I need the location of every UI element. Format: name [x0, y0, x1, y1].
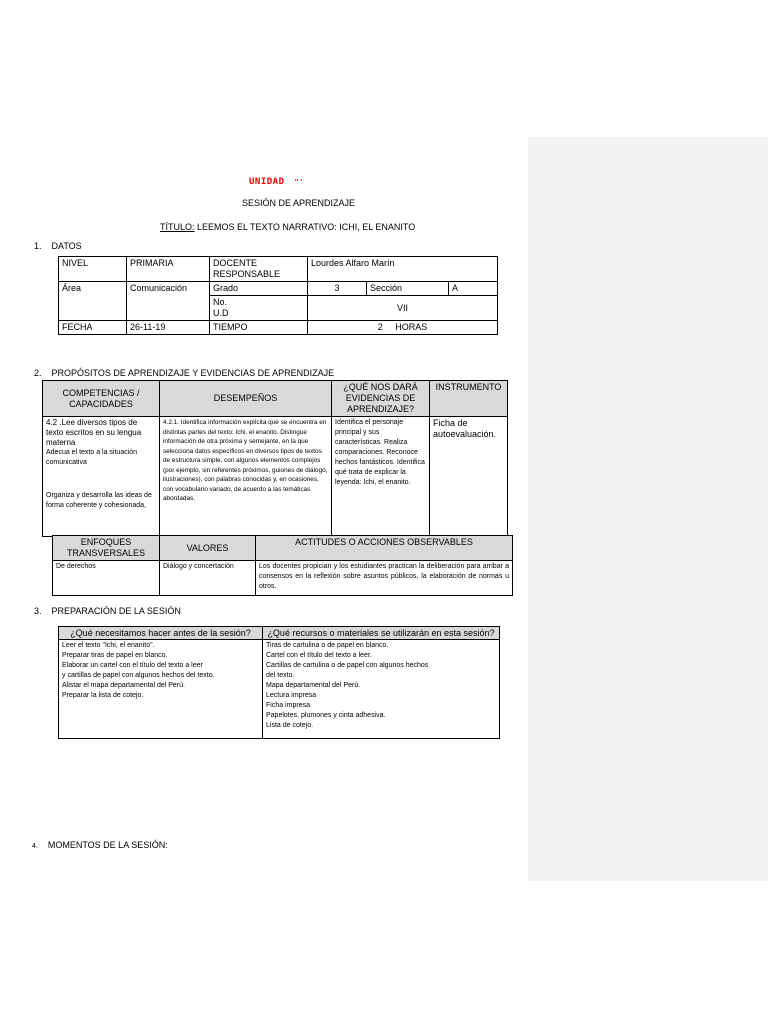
capacidad-1: Adecua el texto a la situación comunicativa	[46, 449, 138, 466]
recursos-item: Ficha impresa	[266, 702, 310, 709]
desempenos-cell	[160, 417, 332, 537]
recursos-item: Mapa departamental del Perú.	[266, 682, 361, 689]
fecha-value: 26-11-19	[127, 321, 210, 335]
datos-table	[58, 256, 498, 335]
col-competencias: COMPETENCIAS / CAPACIDADES	[43, 381, 160, 417]
evidencias-cell	[332, 417, 430, 537]
section-4-number: 4.	[32, 843, 38, 850]
col-evidencias: ¿QUÉ NOS DARÁ EVIDENCIAS DE APRENDIZAJE?	[332, 381, 430, 417]
antes-item: Elaborar un cartel con el título del texto a leer	[62, 662, 203, 669]
evidencia-text: Identifica el personaje principal y sus características. Realiza comparaciones. Reconoce hechos fantásticos. Identifica qué trata de explicar la leyenda: Ichi, el enanito.	[335, 419, 425, 486]
nivel-label: NIVEL	[59, 257, 127, 282]
section-4-text: MOMENTOS DE LA SESIÓN:	[47, 840, 168, 850]
section-4-heading	[32, 840, 168, 852]
grado-label: Grado	[210, 282, 308, 296]
recursos-item: Papelotes, plumones y cinta adhesiva.	[266, 712, 386, 719]
lesson-title	[160, 222, 415, 233]
area-value: Comunicación	[127, 282, 210, 321]
recursos-item: Cartel con el título del texto a leer.	[266, 652, 372, 659]
competencia-text: 4.2 .Lee diversos tipos de texto escritos en su lengua materna	[46, 418, 142, 447]
section-1-heading: 1. DATOS	[34, 241, 82, 251]
instrumento-cell	[430, 417, 508, 537]
no-label: No.	[213, 297, 228, 307]
grado-value: 3	[308, 282, 367, 296]
preparacion-table	[58, 626, 500, 739]
antes-cell	[59, 640, 263, 739]
instrumento-text: Ficha de autoevaluación.	[433, 418, 497, 439]
antes-item: Alistar el mapa departamental del Perú.	[62, 682, 185, 689]
propositos-table	[42, 380, 508, 537]
antes-item: Preparar tiras de papel en blanco.	[62, 652, 168, 659]
recursos-item: Tiras de cartulina o de papel en blanco.	[266, 642, 389, 649]
actitudes-value: Los docentes propician y los estudiantes practican la deliberación para arribar a consensos en la reflexión sobre asuntos públicos, la elaboración de normas u otros.	[256, 561, 513, 596]
docente-label: DOCENTE RESPONSABLE	[210, 257, 308, 282]
section-2-heading: 2. PROPÓSITOS DE APRENDIZAJE Y EVIDENCIAS DE APRENDIZAJE	[34, 368, 335, 378]
section-3-heading: 3. PREPARACIÓN DE LA SESIÓN	[34, 606, 181, 616]
title-label: TÍTULO:	[160, 222, 195, 232]
col-valores: VALORES	[160, 536, 256, 561]
col-desempenos: DESEMPEÑOS	[160, 381, 332, 417]
unidad-mark: "'	[294, 178, 304, 186]
tiempo-value: 2 HORAS	[308, 321, 498, 335]
docente-value: Lourdes Alfaro Marín	[308, 257, 498, 282]
valores-value: Diálogo y concertación	[160, 561, 256, 596]
nivel-value: PRIMARIA	[127, 257, 210, 282]
col-enfoques: ENFOQUES TRANSVERSALES	[53, 536, 160, 561]
ud-value: VII	[308, 296, 498, 321]
col-actitudes: ACTITUDES O ACCIONES OBSERVABLES	[256, 536, 513, 561]
unidad-label: UNIDAD	[249, 177, 285, 187]
recursos-item: Lectura impresa	[266, 692, 317, 699]
competencias-cell	[43, 417, 160, 537]
seccion-label: Sección	[367, 282, 449, 296]
col-instrumento: INSTRUMENTO	[430, 381, 508, 417]
antes-item: y cartillas de papel con algunos hechos del texto.	[62, 672, 215, 679]
recursos-item: Lista de cotejo.	[266, 722, 314, 729]
col-antes: ¿Qué necesitamos hacer antes de la sesión?	[59, 627, 263, 640]
ud-label: U.D	[213, 308, 229, 318]
antes-item: Leer el texto "Ichi, el enanito".	[62, 642, 155, 649]
recursos-cell	[263, 640, 500, 739]
tiempo-label: TIEMPO	[210, 321, 308, 335]
fecha-label: FECHA	[59, 321, 127, 335]
session-title: SESIÓN DE APRENDIZAJE	[242, 198, 356, 208]
capacidad-2: Organiza y desarrolla las ideas de forma coherente y cohesionada,	[46, 492, 152, 509]
recursos-item: del texto.	[266, 672, 295, 679]
recursos-item: Cartillas de cartulina o de papel con algunos hechos	[266, 662, 429, 669]
col-recursos: ¿Qué recursos o materiales se utilizarán en esta sesión?	[263, 627, 500, 640]
enfoque-value: De derechos	[53, 561, 160, 596]
ud-label-cell	[210, 296, 308, 321]
desempeno-text: 4.2.1. Identifica información explícita que se encuentra en distintas partes del texto: Ichi, el enanito. Distingue información de otra próxima y semejante, en la que selecciona datos específicos en diversos tipos de textos de estructura simple, con algunos elementos complejos (por ejemplo, sin referentes próximos, guiones de diálogo, ilustraciones), con palabras conocidas y, en ocasiones, con vocabulario variado, de acuerdo a las temáticas abordadas.	[163, 419, 328, 502]
unidad-heading	[249, 177, 304, 188]
title-text: LEEMOS EL TEXTO NARRATIVO: ICHI, EL ENANITO	[194, 222, 416, 232]
enfoques-table	[52, 535, 513, 596]
area-label: Área	[59, 282, 127, 321]
comment-pane	[528, 137, 768, 881]
seccion-value: A	[449, 282, 498, 296]
antes-item: Preparar la lista de cotejo.	[62, 692, 144, 699]
